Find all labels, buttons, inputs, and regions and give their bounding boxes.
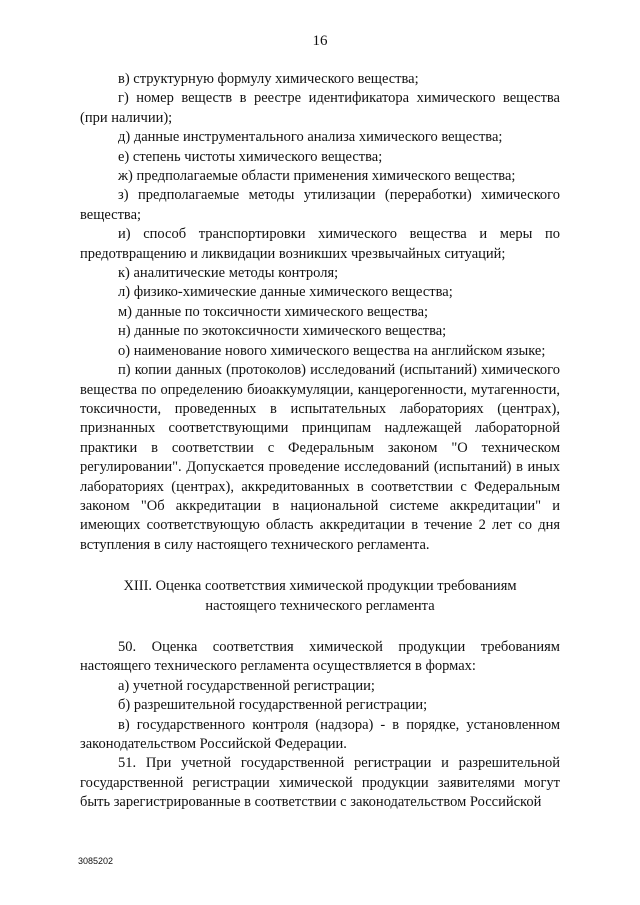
section-heading bbox=[80, 577, 560, 616]
section-heading-line: XIII. Оценка соответствия химической продукции требованиям bbox=[123, 578, 517, 595]
list-item: в) государственного контроля (надзора) - в порядке, установленном законодательством Российской Федерации. bbox=[80, 716, 560, 752]
list-item: а) учетной государственной регистрации; bbox=[118, 677, 375, 694]
document-body bbox=[80, 70, 560, 813]
list-item: з) предполагаемые методы утилизации (переработки) химического вещества; bbox=[80, 187, 560, 223]
list-item: ж) предполагаемые области применения химического вещества; bbox=[118, 168, 516, 185]
list-item: к) аналитические методы контроля; bbox=[118, 265, 339, 282]
list-item: д) данные инструментального анализа химического вещества; bbox=[118, 129, 503, 146]
list-item: п) копии данных (протоколов) исследований (испытаний) химического вещества по определению биоаккумуляции, канцерогенности, мутагенности, токсичности, проведенных в испытательных лабораториях (центрах), признанных соответствующими принципам надлежащей лабораторной практики в соответствии с Федеральным законом "О техническом регулировании". Допускается проведение исследований (испытаний) в иных лабораториях (центрах), аккредитованных в соответствии с Федеральным законом "Об аккредитации в национальной системе аккредитации" и имеющих соответствующую область аккредитации в течение 2 лет со дня вступления в силу настоящего технического регламента. bbox=[80, 362, 560, 553]
list-item: н) данные по экотоксичности химического вещества; bbox=[118, 323, 447, 340]
page-number: 16 bbox=[312, 33, 328, 49]
list-item: м) данные по токсичности химического вещества; bbox=[118, 303, 429, 320]
list-item: г) номер веществ в реестре идентификатора химического вещества (при наличии); bbox=[80, 90, 560, 126]
list-item: о) наименование нового химического вещества на английском языке; bbox=[118, 342, 546, 359]
list-item: в) структурную формулу химического вещества; bbox=[118, 71, 419, 87]
section-heading-line: настоящего технического регламента bbox=[205, 597, 435, 614]
paragraph: 50. Оценка соответствия химической продукции требованиям настоящего технического регламента осуществляется в формах: bbox=[80, 638, 560, 675]
list-item: б) разрешительной государственной регистрации; bbox=[118, 697, 428, 714]
paragraph: 51. При учетной государственной регистрации и разрешительной государственной регистрации химической продукции заявителями могут быть зарегистрированные в соответствии с законодательством Российской bbox=[80, 755, 560, 811]
document-code: 3085202 bbox=[78, 856, 114, 866]
list-item: и) способ транспортировки химического вещества и меры по предотвращению и ликвидации возникших чрезвычайных ситуаций; bbox=[80, 226, 560, 262]
list-item: е) степень чистоты химического вещества; bbox=[118, 148, 383, 165]
list-item: л) физико-химические данные химического вещества; bbox=[118, 284, 453, 301]
